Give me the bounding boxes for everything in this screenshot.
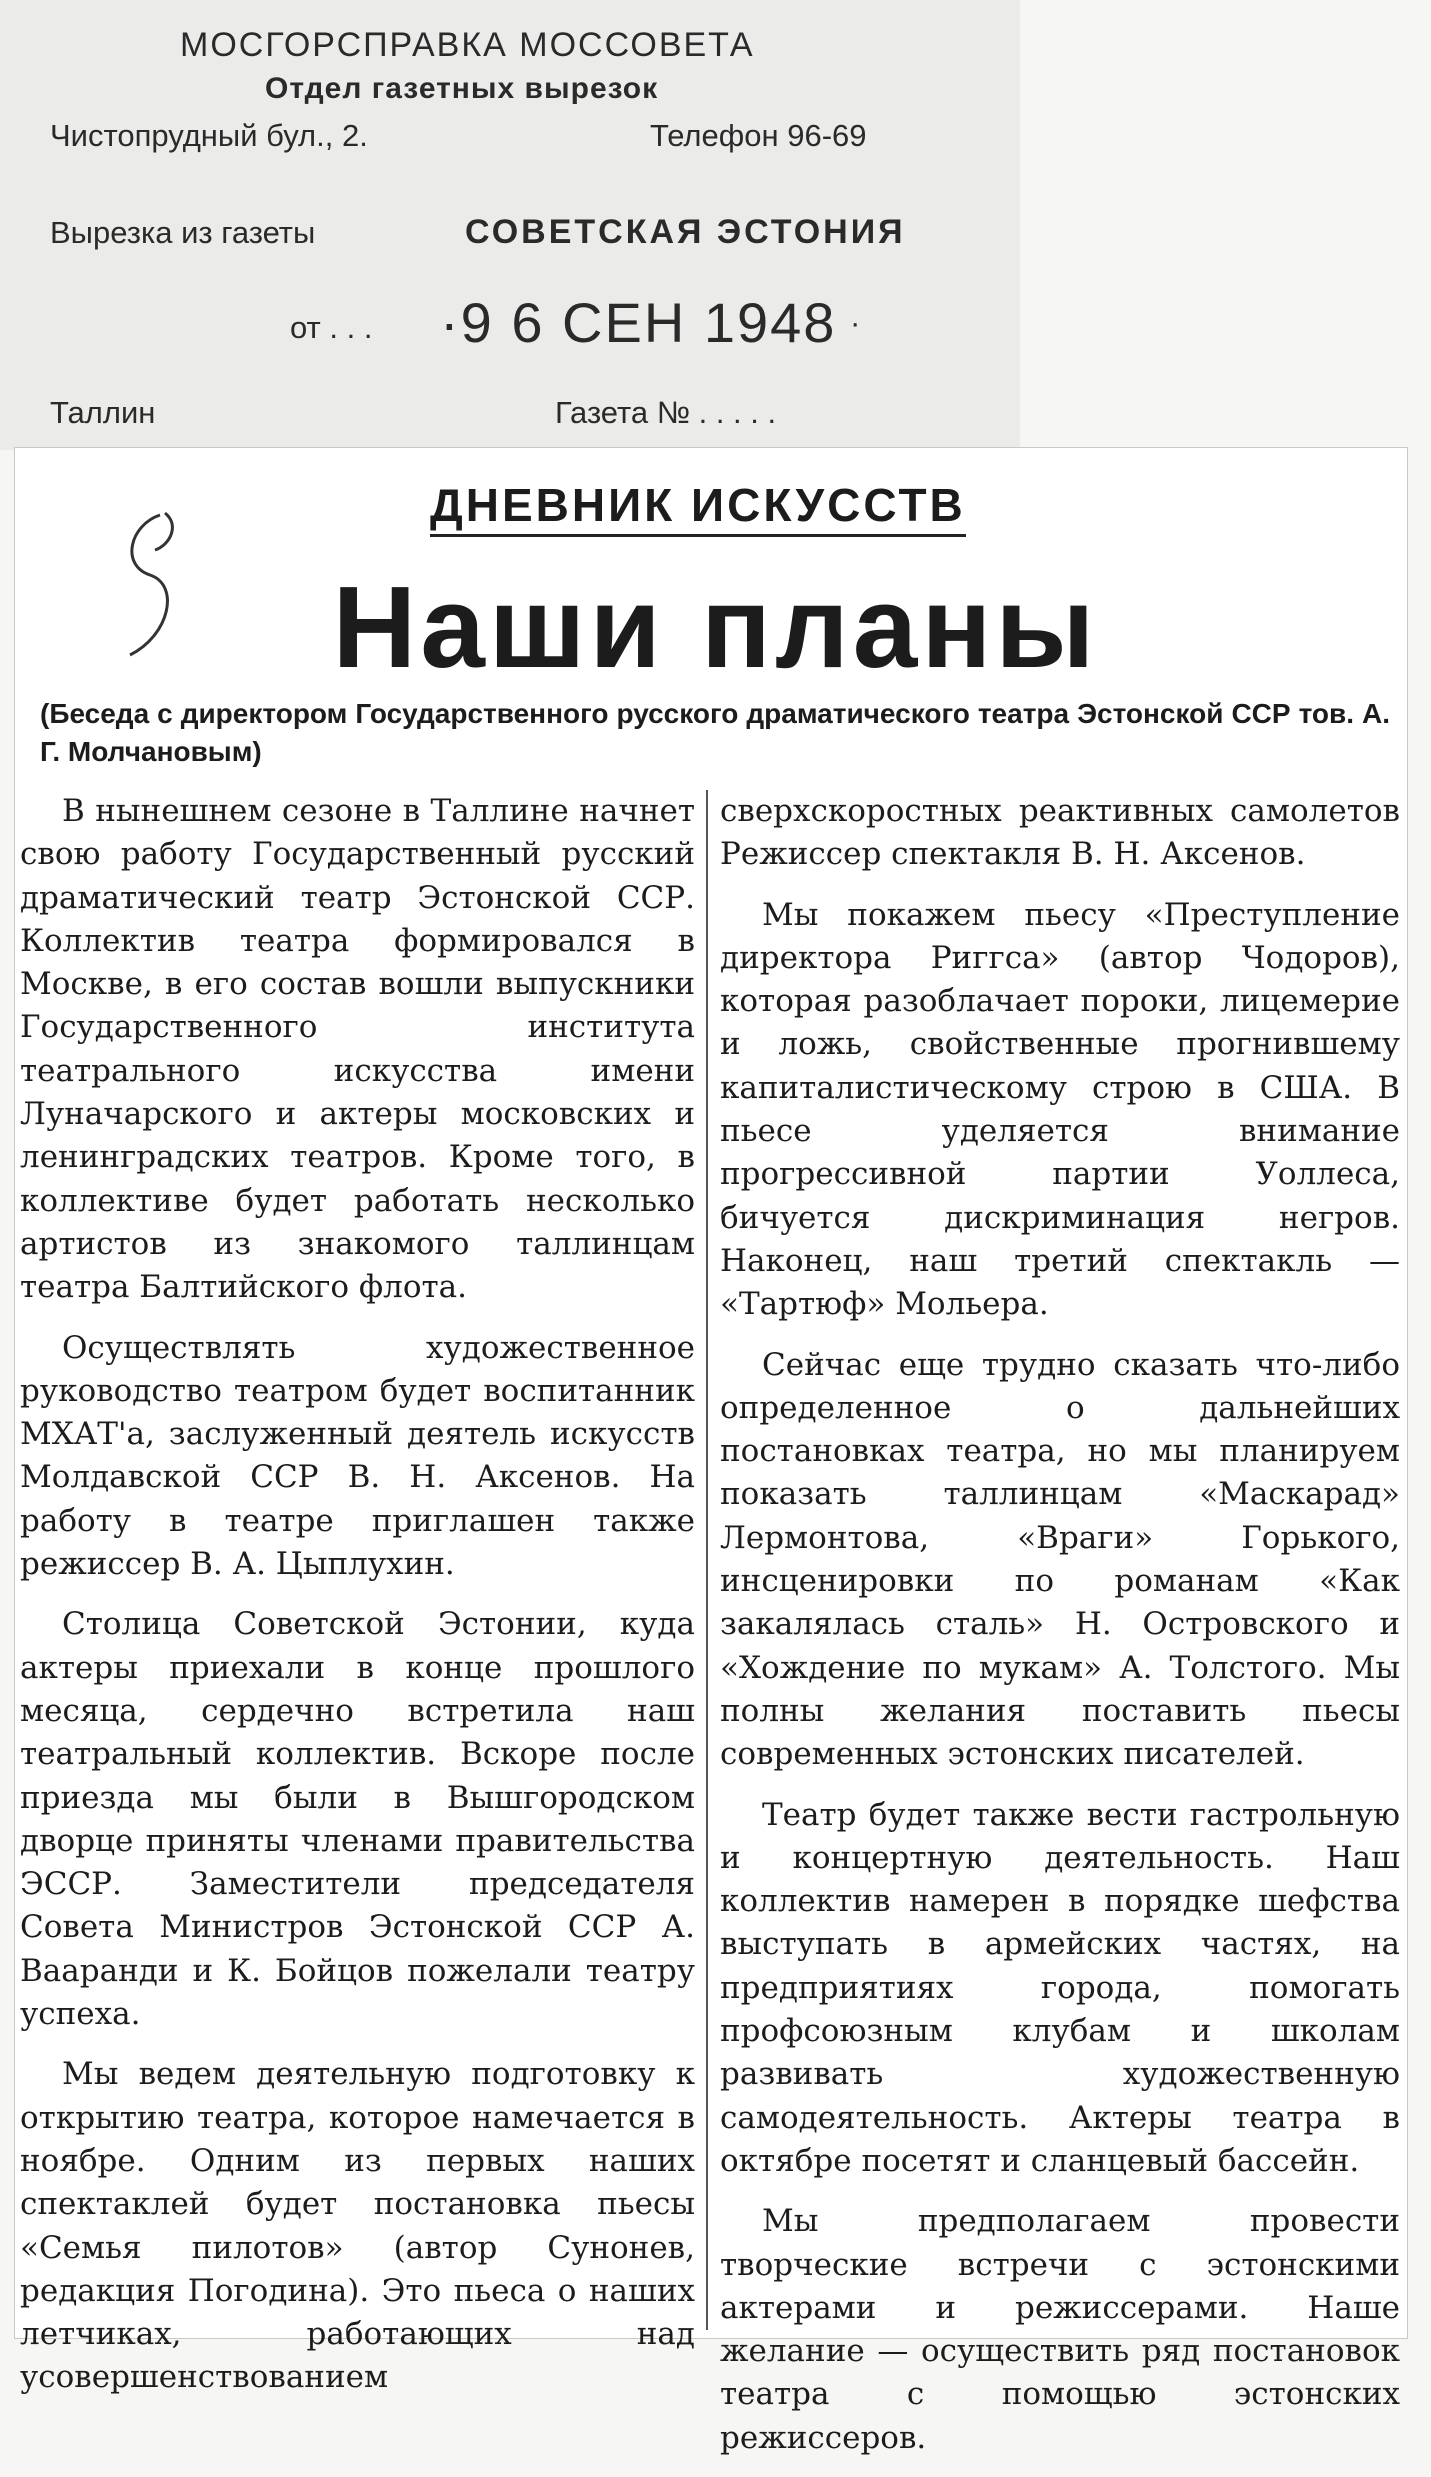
paragraph: Мы покажем пьесу «Преступление директора Риггса» (автор Чодоров), которая разоблачает пороки, лицемерие и ложь, свойственные прогнившему капиталистическому строю в США. В пьесе уделяется внимание прогрессивной партии Уоллеса, бичуется дискриминация негров. Наконец, наш третий спектакль — «Тартюф» Мольера. [720, 896, 1400, 1323]
article-column-right [720, 790, 1400, 2477]
paragraph: Столица Советской Эстонии, куда актеры приехали в конце прошлого месяца, сердечно встретила наш театральный коллектив. Вскоре после приезда мы были в Вышгородском дворце приняты членами правительства ЭССР. Заместители председателя Совета Министров Эстонской ССР А. Вааранди и К. Бойцов пожелали театру успеха. [20, 1606, 695, 2033]
paragraph: Осуществлять художественное руководство театром будет воспитанник МХАТ'а, заслуженный деятель искусств Молдавской ССР В. Н. Аксенов. На работу в театре приглашен также режиссер В. А. Цыплухин. [20, 1329, 695, 1583]
clipping-service-stamp [0, 0, 1020, 450]
date-prefix: от . . . [290, 310, 373, 345]
clipping-from-label: Вырезка из газеты [50, 215, 316, 250]
agency-name: МОСГОРСПРАВКА МОССОВЕТА [180, 26, 755, 64]
issue-number-label: Газета № . . . . . [555, 395, 777, 430]
date-suffix: · [850, 305, 861, 340]
address: Чистопрудный бул., 2. [50, 118, 368, 153]
paragraph: Театр будет также вести гастрольную и концертную деятельность. Наш коллектив намерен в порядке шефства выступать в армейских частях, на предприятиях города, помогать профсоюзным клубам и школам развивать художественную самодеятельность. Актеры театра в октябре посетят и сланцевый бассейн. [720, 1796, 1400, 2179]
column-divider [706, 790, 708, 2330]
article-headline: Наши планы [332, 562, 1099, 692]
city: Таллин [50, 395, 156, 430]
paragraph: сверхскоростных реактивных самолетов Режиссер спектакля В. Н. Аксенов. [720, 793, 1400, 873]
paragraph: В нынешнем сезоне в Таллине начнет свою работу Государственный русский драматический театр Эстонской ССР. Коллектив театра формировался в Москве, в его состав вошли выпускники Государственного института театрального искусства имени Луначарского и актеры московских и ленинградских театров. Кроме того, в коллективе будет работать несколько артистов из знакомого таллинцам театра Балтийского флота. [20, 793, 695, 1306]
section-rubric: ДНЕВНИК ИСКУССТВ [430, 478, 966, 537]
newspaper-name: СОВЕТСКАЯ ЭСТОНИЯ [465, 213, 906, 251]
phone: Телефон 96-69 [650, 118, 867, 153]
article-column-left [20, 790, 695, 2417]
department-name: Отдел газетных вырезок [265, 72, 659, 105]
article-subtitle: (Беседа с директором Государственного русского драматического театра Эстонской ССР тов. А. Г. Молчановым) [40, 698, 1390, 767]
paragraph: Сейчас еще трудно сказать что-либо определенное о дальнейших постановках театра, но мы планируем показать таллинцам «Маскарад» Лермонтова, «Враги» Горького, инсценировки по романам «Как закалялась сталь» Н. Островского и «Хождение по мукам» А. Толстого. Мы полны желания поставить пьесы современных эстонских писателей. [720, 1346, 1400, 1773]
paragraph: Мы ведем деятельную подготовку к открытию театра, которое намечается в ноябре. Одним из первых наших спектаклей будет постановка пьесы «Семья пилотов» (автор Сунонев, редакция Погодина). Это пьеса о наших летчиках, работающих над усовершенствованием [20, 2056, 695, 2396]
paragraph: Мы предполагаем провести творческие встречи с эстонскими актерами и режиссерами. Наше желание — осуществить ряд постановок театра с помощью эстонских режиссеров. [720, 2203, 1400, 2456]
date-stamp: ·9 6 СЕН 1948 [440, 291, 837, 354]
